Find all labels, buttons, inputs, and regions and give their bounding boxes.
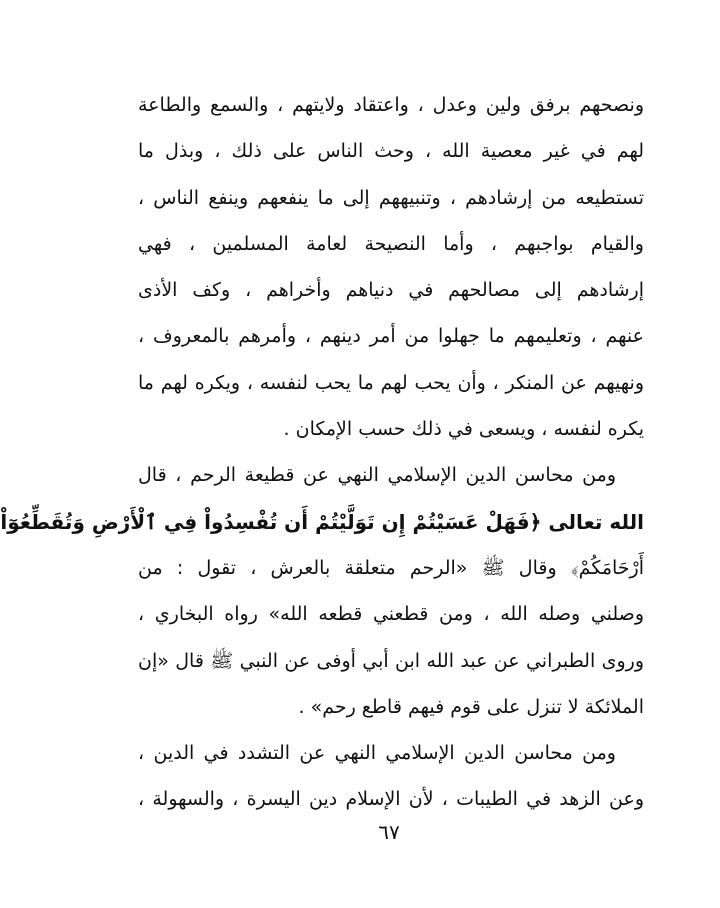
- text-line: ومن محاسن الدين الإسلامي النهي عن التشدد في الدين ،: [138, 742, 616, 765]
- quran-verse-line: الله تعالى ﴿فَهَلْ عَسَيْتُمْ إِن تَوَلَّيْتُمْ أَن تُفْسِدُواْ فِي ٱلْأَرْضِ وَتُقَطِّعُوٓاْ: [0, 509, 644, 534]
- text-line: وروى الطبراني عن عبد الله ابن أبي أوفى عن النبي ﷺ قال «إن: [138, 649, 644, 672]
- text-line: عنهم ، وتعليمهم ما جهلوا من أمر دينهم ، وأمرهم بالمعروف ،: [138, 325, 644, 348]
- text-line: ونهيهم عن المنكر ، وأن يحب لهم ما يحب لنفسه ، ويكره لهم ما: [138, 371, 644, 394]
- text-line: ومن محاسن الدين الإسلامي النهي عن قطيعة الرحم ، قال: [138, 464, 616, 487]
- text-line: ونصحهم برفق ولين وعدل ، واعتقاد ولايتهم ، والسمع والطاعة: [138, 94, 644, 116]
- paragraph-moderation: [138, 730, 644, 823]
- body-text: [0, 82, 644, 823]
- text-line: إرشادهم إلى مصالحهم في دنياهم وأخراهم ، وكف الأذى: [138, 279, 644, 302]
- paragraph-kinship: [0, 452, 644, 730]
- paragraph-advice: [138, 82, 644, 452]
- text-line: أَرْحَامَكُمْ﴾ وقال ﷺ «الرحم متعلقة بالعرش ، تقول : من: [138, 556, 644, 579]
- text-line: يكره لنفسه ، ويسعى في ذلك حسب الإمكان .: [283, 418, 644, 441]
- text-line: وصلني وصله الله ، ومن قطعني قطعه الله» رواه البخاري ،: [138, 603, 644, 626]
- text-line: لهم في غير معصية الله ، وحث الناس على ذلك ، وبذل ما: [138, 140, 644, 163]
- page-number: ٦٧: [378, 820, 400, 844]
- text-line: الملائكة لا تنزل على قوم فيهم قاطع رحم» .: [298, 695, 644, 718]
- text-line: والقيام بواجبهم ، وأما النصيحة لعامة المسلمين ، فهي: [138, 232, 644, 255]
- text-line: تستطيعه من إرشادهم ، وتنبيههم إلى ما ينفعهم وينفع الناس ،: [138, 186, 644, 209]
- text-line: وعن الزهد في الطيبات ، لأن الإسلام دين اليسرة ، والسهولة ،: [138, 788, 644, 811]
